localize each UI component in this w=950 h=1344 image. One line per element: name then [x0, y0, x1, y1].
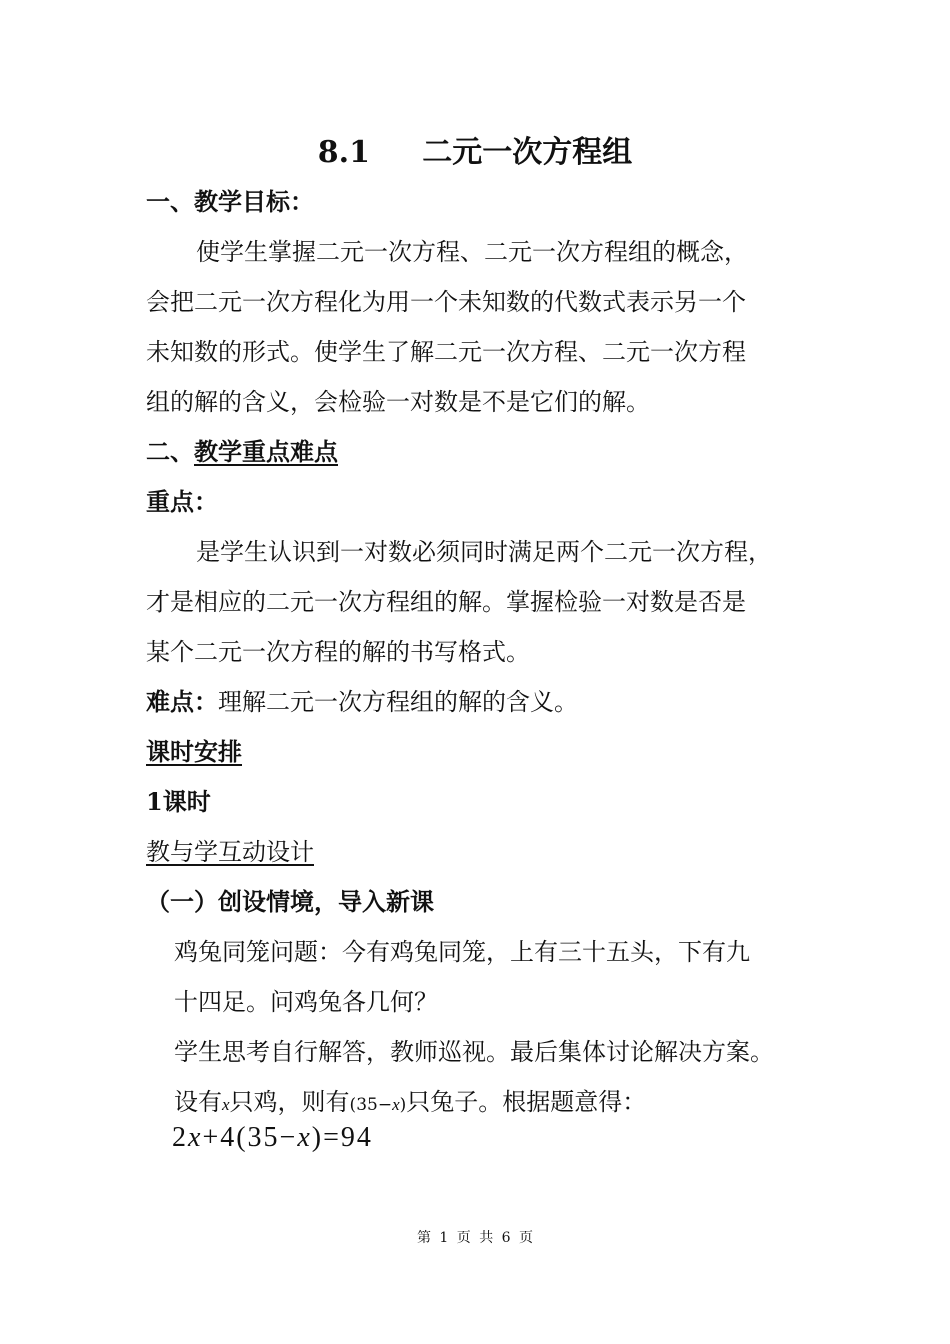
keypoints-heading: 教学重点难点 [194, 437, 338, 466]
schedule-heading: 课时安排 [146, 737, 242, 766]
objectives-line-1: 使学生掌握二元一次方程、二元一次方程组的概念， [196, 238, 748, 266]
assume-expr-var: x [392, 1095, 400, 1114]
focus-line-2: 才是相应的二元一次方程组的解。掌握检验一对数是否是 [146, 588, 746, 616]
equation-part-c: )=94 [311, 1122, 373, 1153]
objectives-line-2: 会把二元一次方程化为用一个未知数的代数式表示另一个 [146, 288, 746, 316]
assume-mid: 只鸡，则有 [229, 1088, 350, 1116]
objectives-line-3: 未知数的形式。使学生了解二元一次方程、二元一次方程 [146, 338, 746, 366]
page-footer: 第 1 页 共 6 页 [416, 1230, 534, 1246]
part1-line-3: 学生思考自行解答，教师巡视。最后集体讨论解决方案。 [174, 1038, 774, 1066]
assume-var: x [222, 1095, 230, 1114]
assume-paren-open: ( [349, 1095, 357, 1115]
keypoints-prefix: 二、 [146, 437, 194, 466]
equation-part-b: +4(35− [202, 1122, 298, 1153]
part1-heading: （一）创设情境，导入新课 [146, 887, 434, 916]
difficulty-text: 理解二元一次方程组的解的含义。 [218, 688, 578, 716]
difficulty-row [146, 686, 578, 718]
difficulty-label: 难点： [146, 687, 218, 716]
equation-part-a: 2 [172, 1122, 188, 1153]
assumption-line [174, 1086, 646, 1121]
assume-after: 只兔子。根据题意得： [406, 1088, 647, 1116]
assume-before: 设有 [174, 1088, 222, 1116]
assume-expr: 35− [356, 1095, 393, 1115]
focus-line-3: 某个二元一次方程的解的书写格式。 [146, 638, 530, 666]
part1-line-2: 十四足。问鸡兔各几何？ [174, 988, 438, 1016]
document-title: 8.1 二元一次方程组 [317, 135, 633, 170]
equation-var-1: x [188, 1122, 203, 1153]
objectives-line-4: 组的解的含义，会检验一对数是不是它们的解。 [146, 388, 650, 416]
focus-heading: 重点： [146, 487, 218, 516]
design-heading: 教与学互动设计 [146, 838, 314, 866]
equation-var-2: x [297, 1122, 312, 1153]
equation [172, 1120, 373, 1156]
part1-line-1: 鸡兔同笼问题：今有鸡兔同笼，上有三十五头，下有九 [174, 938, 750, 966]
focus-line-1: 是学生认识到一对数必须同时满足两个二元一次方程， [196, 538, 772, 566]
objectives-heading: 一、教学目标： [146, 187, 314, 216]
assume-paren-close: ) [399, 1095, 407, 1115]
schedule-value: 1课时 [146, 787, 211, 816]
keypoints-heading-row [146, 436, 338, 468]
